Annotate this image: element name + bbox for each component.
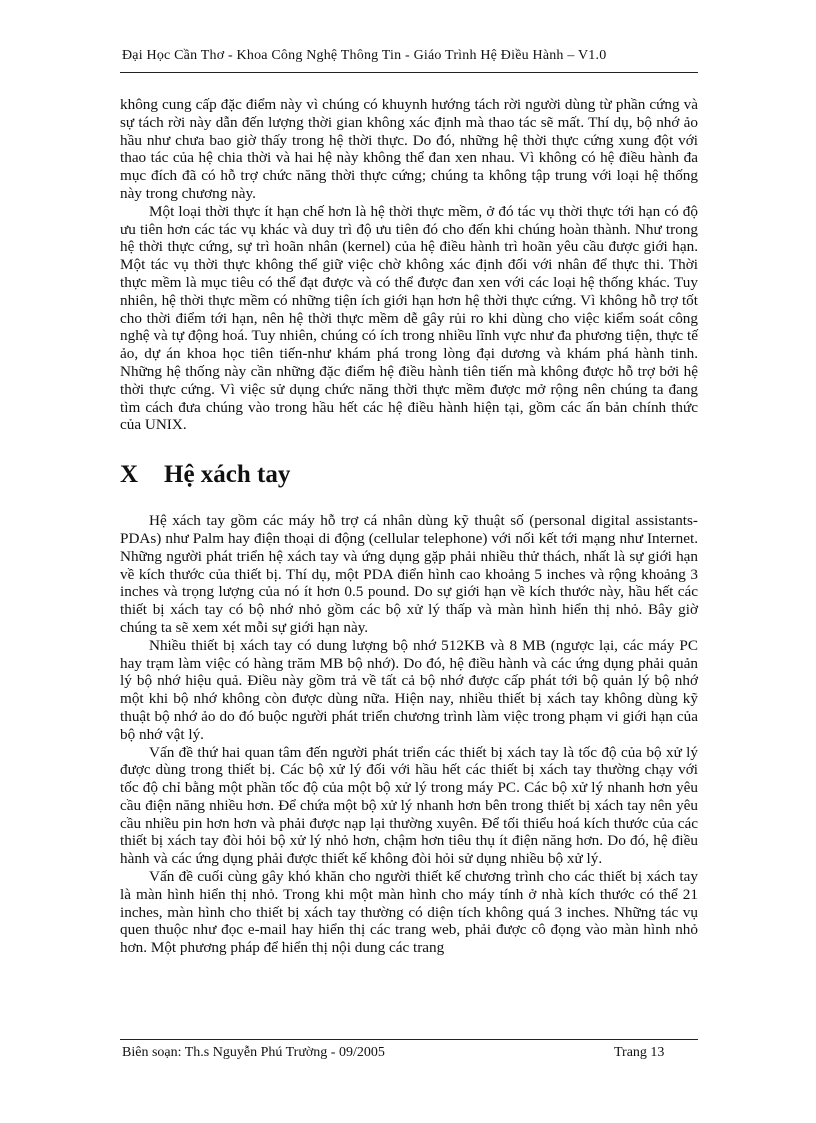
section-number: X [120, 461, 139, 489]
header-divider [120, 72, 698, 73]
section-heading [120, 460, 698, 490]
paragraph: không cung cấp đặc điểm này vì chúng có khuynh hướng tách rời người dùng từ phần cứng và sự tách rời này dẫn đến lượng thời gian không xác định mà thao tác sẽ mất. Thí dụ, bộ nhớ ảo hầu như chưa bao giờ thấy trong hệ thời thực. Do đó, những hệ thời thực cứng xung đột với thao tác của hệ chia thời và hai hệ này không thể đan xen nhau. Vì không có hệ điều hành đa mục đích đã có hỗ trợ chức năng thời thực cứng; chúng ta không tập trung với loại hệ thống này trong chương này. [120, 96, 698, 202]
paragraph: Vấn đề thứ hai quan tâm đến người phát triển các thiết bị xách tay là tốc độ của bộ xử lý được dùng trong thiết bị. Các bộ xử lý đối với hầu hết các thiết bị xách tay thường chạy với tốc độ chỉ bằng một phần tốc độ của một bộ xử lý trong máy PC. Các bộ xử lý nhanh hơn yêu cầu điện năng nhiều hơn. Để chứa một bộ xử lý nhanh hơn bên trong thiết bị xách tay nên yêu cầu nhiều pin hơn hơn và phải được nạp lại thường xuyên. Để tối thiểu hoá kích thước của các thiết bị xách tay đòi hỏi bộ xử lý nhỏ hơn, chậm hơn tiêu thụ ít điện năng hơn. Do đó, hệ điều hành và các ứng dụng phải được thiết kế không đòi hỏi sử dụng nhiều bộ xử lý. [120, 743, 698, 868]
paragraph: Một loại thời thực ít hạn chế hơn là hệ thời thực mềm, ở đó tác vụ thời thực tới hạn có độ ưu tiên hơn các tác vụ khác và duy trì độ ưu tiên đó cho đến khi chúng hoàn thành. Như trong hệ thời thực cứng, sự trì hoãn nhân (kernel) của hệ điều hành trì hoãn yêu cầu được giới hạn. Một tác vụ thời thực không thể giữ việc chờ không xác định đối với nhân để thực thi. Thời thực mềm là mục tiêu có thể đạt được và có thể được đan xen với các loại hệ thống khác. Tuy nhiên, hệ thời thực mềm có những tiện ích giới hạn hơn hệ thời thực cứng. Vì không hỗ trợ tốt cho thời điểm tới hạn, nên hệ thời thực mềm dễ gây rủi ro khi dùng cho việc kiểm soát công nghệ và tự động hoá. Tuy nhiên, chúng có ích trong nhiều lĩnh vực như đa phương tiện, thực tế ảo, dự án khoa học tiên tiến-như khám phá trong lòng đại dương và khám phá hành tinh. Những hệ thống này cần những đặc điểm hệ điều hành tiên tiến mà không được hỗ trợ bởi hệ thời thực cứng. Vì việc sử dụng chức năng thời thực mềm được mở rộng nên chúng ta đang tìm cách đưa chúng vào trong hầu hết các hệ điều hành hiện tại, gồm các ấn bản chính thức của UNIX. [120, 202, 698, 434]
section-title: Hệ xách tay [164, 461, 291, 489]
paragraph: Hệ xách tay gồm các máy hỗ trợ cá nhân dùng kỹ thuật số (personal digital assistants-PDAs) như Palm hay điện thoại di động (cellular telephone) với nối kết tới mạng như Internet. Những người phát triển hệ xách tay và ứng dụng gặp phải nhiều thử thách, nhất là sự giới hạn về kích thước của thiết bị. Thí dụ, một PDA điển hình cao khoảng 5 inches và rộng khoảng 3 inches và trọng lượng của nó ít hơn 0.5 pound. Do sự giới hạn về kích thước này, hầu hết các thiết bị xách tay có bộ nhớ nhỏ gồm các bộ xử lý thấp và màn hình hiển thị nhỏ. Bây giờ chúng ta sẽ xem xét mỗi sự giới hạn này. [120, 512, 698, 636]
paragraph: Nhiều thiết bị xách tay có dung lượng bộ nhớ 512KB và 8 MB (ngược lại, các máy PC hay trạm làm việc có hàng trăm MB bộ nhớ). Do đó, hệ điều hành và các ứng dụng phải quản lý bộ nhớ hiệu quả. Điều này gồm trả về tất cả bộ nhớ được cấp phát tới bộ quản lý bộ nhớ một khi bộ nhớ không còn được dùng nữa. Hiện nay, nhiều thiết bị xách tay không dùng kỹ thuật bộ nhớ ảo do đó buộc người phát triển chương trình làm việc trong phạm vi giới hạn của bộ nhớ vật lý. [120, 636, 698, 743]
footer-divider [120, 1039, 698, 1040]
page-header: Đại Học Cần Thơ - Khoa Công Nghệ Thông Tin - Giáo Trình Hệ Điều Hành – V1.0 [122, 48, 607, 63]
page-body [120, 96, 698, 957]
footer-author: Biên soạn: Th.s Nguyễn Phú Trường - 09/2005 [122, 1045, 385, 1060]
paragraph: Vấn đề cuối cùng gây khó khăn cho người thiết kế chương trình cho các thiết bị xách tay là màn hình hiển thị nhỏ. Trong khi một màn hình cho máy tính ở nhà kích thước có thể 21 inches, màn hình cho thiết bị xách tay thường có diện tích không quá 3 inches. Những tác vụ quen thuộc như đọc e-mail hay hiển thị các trang web, phải được cô đọng vào màn hình nhỏ hơn. Một phương pháp để hiển thị nội dung các trang [120, 868, 698, 957]
page-number: Trang 13 [614, 1045, 665, 1060]
